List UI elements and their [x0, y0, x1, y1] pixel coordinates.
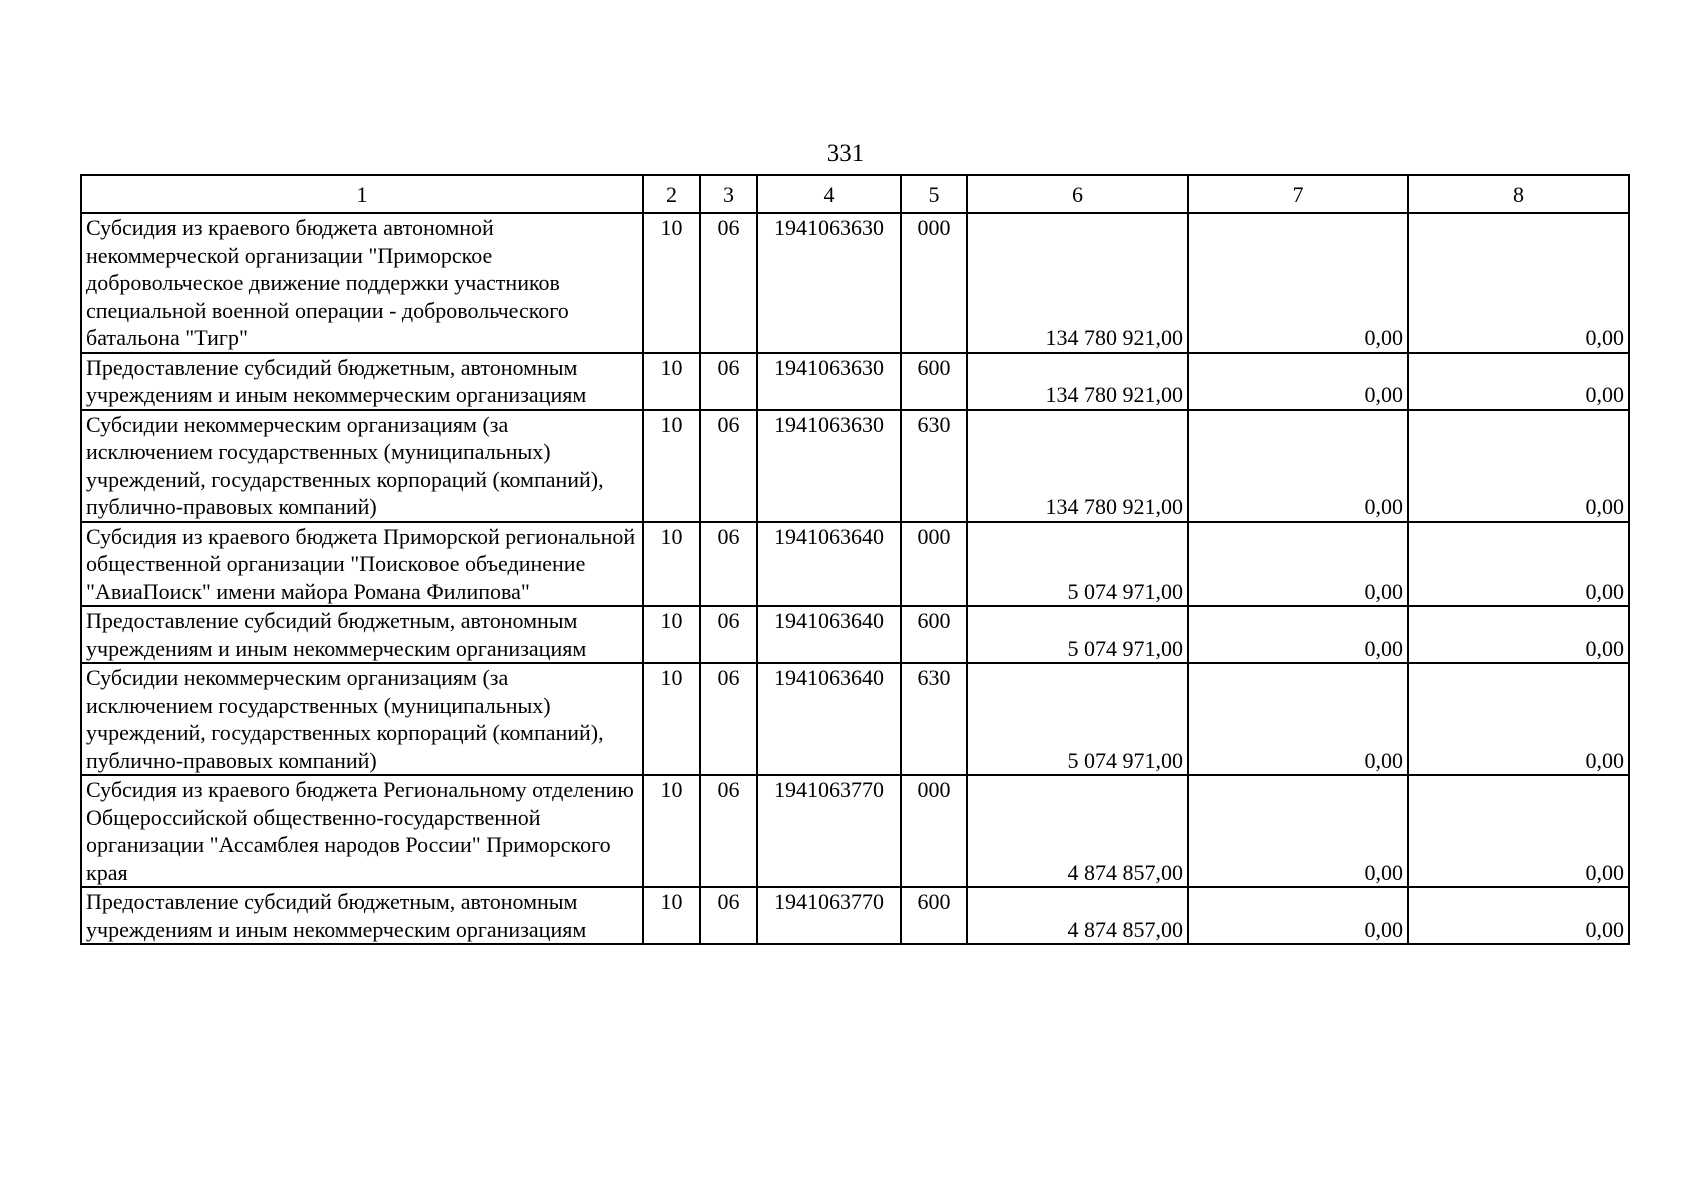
- amount-col6-cell: 5 074 971,00: [967, 522, 1188, 607]
- target-article-cell: 1941063770: [757, 775, 901, 887]
- amount-col8-cell: 0,00: [1408, 775, 1629, 887]
- target-article-cell: 1941063630: [757, 213, 901, 353]
- expense-type-cell: 630: [901, 663, 967, 775]
- amount-col7-cell: 0,00: [1188, 410, 1408, 522]
- row-name-cell: Предоставление субсидий бюджетным, автономным учреждениям и иным некоммерческим организациям: [81, 353, 643, 410]
- table-row: [81, 522, 1629, 607]
- table-row: [81, 775, 1629, 887]
- amount-col8-cell: 0,00: [1408, 663, 1629, 775]
- expense-type-cell: 600: [901, 353, 967, 410]
- amount-col8-cell: 0,00: [1408, 887, 1629, 944]
- budget-table: [80, 174, 1630, 945]
- amount-col8-cell: 0,00: [1408, 213, 1629, 353]
- subsection-code-cell: 06: [700, 353, 757, 410]
- section-code-cell: 10: [643, 663, 700, 775]
- amount-col7-cell: 0,00: [1188, 663, 1408, 775]
- expense-type-cell: 000: [901, 775, 967, 887]
- row-name-cell: Предоставление субсидий бюджетным, автономным учреждениям и иным некоммерческим организациям: [81, 606, 643, 663]
- column-header-1: 1: [81, 175, 643, 213]
- amount-col6-cell: 5 074 971,00: [967, 606, 1188, 663]
- target-article-cell: 1941063640: [757, 522, 901, 607]
- expense-type-cell: 000: [901, 213, 967, 353]
- amount-col6-cell: 134 780 921,00: [967, 410, 1188, 522]
- subsection-code-cell: 06: [700, 213, 757, 353]
- amount-col6-cell: 134 780 921,00: [967, 213, 1188, 353]
- amount-col7-cell: 0,00: [1188, 353, 1408, 410]
- header-row: [81, 175, 1629, 213]
- amount-col7-cell: 0,00: [1188, 213, 1408, 353]
- amount-col7-cell: 0,00: [1188, 775, 1408, 887]
- column-header-2: 2: [643, 175, 700, 213]
- row-name-cell: Субсидия из краевого бюджета автономной некоммерческой организации "Приморское добровольческое движение поддержки участников специальной военной операции - добровольческого батальона "Тигр": [81, 213, 643, 353]
- section-code-cell: 10: [643, 775, 700, 887]
- column-header-6: 6: [967, 175, 1188, 213]
- row-name-cell: Предоставление субсидий бюджетным, автономным учреждениям и иным некоммерческим организациям: [81, 887, 643, 944]
- table-row: [81, 410, 1629, 522]
- subsection-code-cell: 06: [700, 606, 757, 663]
- row-name-cell: Субсидии некоммерческим организациям (за исключением государственных (муниципальных) учреждений, государственных корпораций (компаний), публично-правовых компаний): [81, 410, 643, 522]
- amount-col8-cell: 0,00: [1408, 606, 1629, 663]
- expense-type-cell: 600: [901, 606, 967, 663]
- subsection-code-cell: 06: [700, 775, 757, 887]
- subsection-code-cell: 06: [700, 887, 757, 944]
- amount-col6-cell: 4 874 857,00: [967, 775, 1188, 887]
- amount-col8-cell: 0,00: [1408, 353, 1629, 410]
- expense-type-cell: 000: [901, 522, 967, 607]
- expense-type-cell: 600: [901, 887, 967, 944]
- section-code-cell: 10: [643, 213, 700, 353]
- table-row: [81, 663, 1629, 775]
- target-article-cell: 1941063640: [757, 606, 901, 663]
- target-article-cell: 1941063630: [757, 353, 901, 410]
- column-header-8: 8: [1408, 175, 1629, 213]
- target-article-cell: 1941063770: [757, 887, 901, 944]
- row-name-cell: Субсидии некоммерческим организациям (за исключением государственных (муниципальных) учреждений, государственных корпораций (компаний), публично-правовых компаний): [81, 663, 643, 775]
- row-name-cell: Субсидия из краевого бюджета Региональному отделению Общероссийской общественно-государственной организации "Ассамблея народов России" Приморского края: [81, 775, 643, 887]
- column-header-7: 7: [1188, 175, 1408, 213]
- section-code-cell: 10: [643, 522, 700, 607]
- amount-col6-cell: 5 074 971,00: [967, 663, 1188, 775]
- table-row: [81, 353, 1629, 410]
- column-header-4: 4: [757, 175, 901, 213]
- section-code-cell: 10: [643, 887, 700, 944]
- expense-type-cell: 630: [901, 410, 967, 522]
- subsection-code-cell: 06: [700, 663, 757, 775]
- table-body: [81, 213, 1629, 944]
- amount-col7-cell: 0,00: [1188, 522, 1408, 607]
- subsection-code-cell: 06: [700, 522, 757, 607]
- amount-col7-cell: 0,00: [1188, 887, 1408, 944]
- target-article-cell: 1941063640: [757, 663, 901, 775]
- table-row: [81, 606, 1629, 663]
- row-name-cell: Субсидия из краевого бюджета Приморской региональной общественной организации "Поисковое объединение "АвиаПоиск" имени майора Романа Филипова": [81, 522, 643, 607]
- table-row: [81, 213, 1629, 353]
- subsection-code-cell: 06: [700, 410, 757, 522]
- column-header-3: 3: [700, 175, 757, 213]
- amount-col7-cell: 0,00: [1188, 606, 1408, 663]
- section-code-cell: 10: [643, 606, 700, 663]
- amount-col8-cell: 0,00: [1408, 410, 1629, 522]
- amount-col6-cell: 134 780 921,00: [967, 353, 1188, 410]
- target-article-cell: 1941063630: [757, 410, 901, 522]
- section-code-cell: 10: [643, 410, 700, 522]
- table-row: [81, 887, 1629, 944]
- column-header-5: 5: [901, 175, 967, 213]
- section-code-cell: 10: [643, 353, 700, 410]
- amount-col8-cell: 0,00: [1408, 522, 1629, 607]
- page-number: 331: [826, 140, 865, 167]
- amount-col6-cell: 4 874 857,00: [967, 887, 1188, 944]
